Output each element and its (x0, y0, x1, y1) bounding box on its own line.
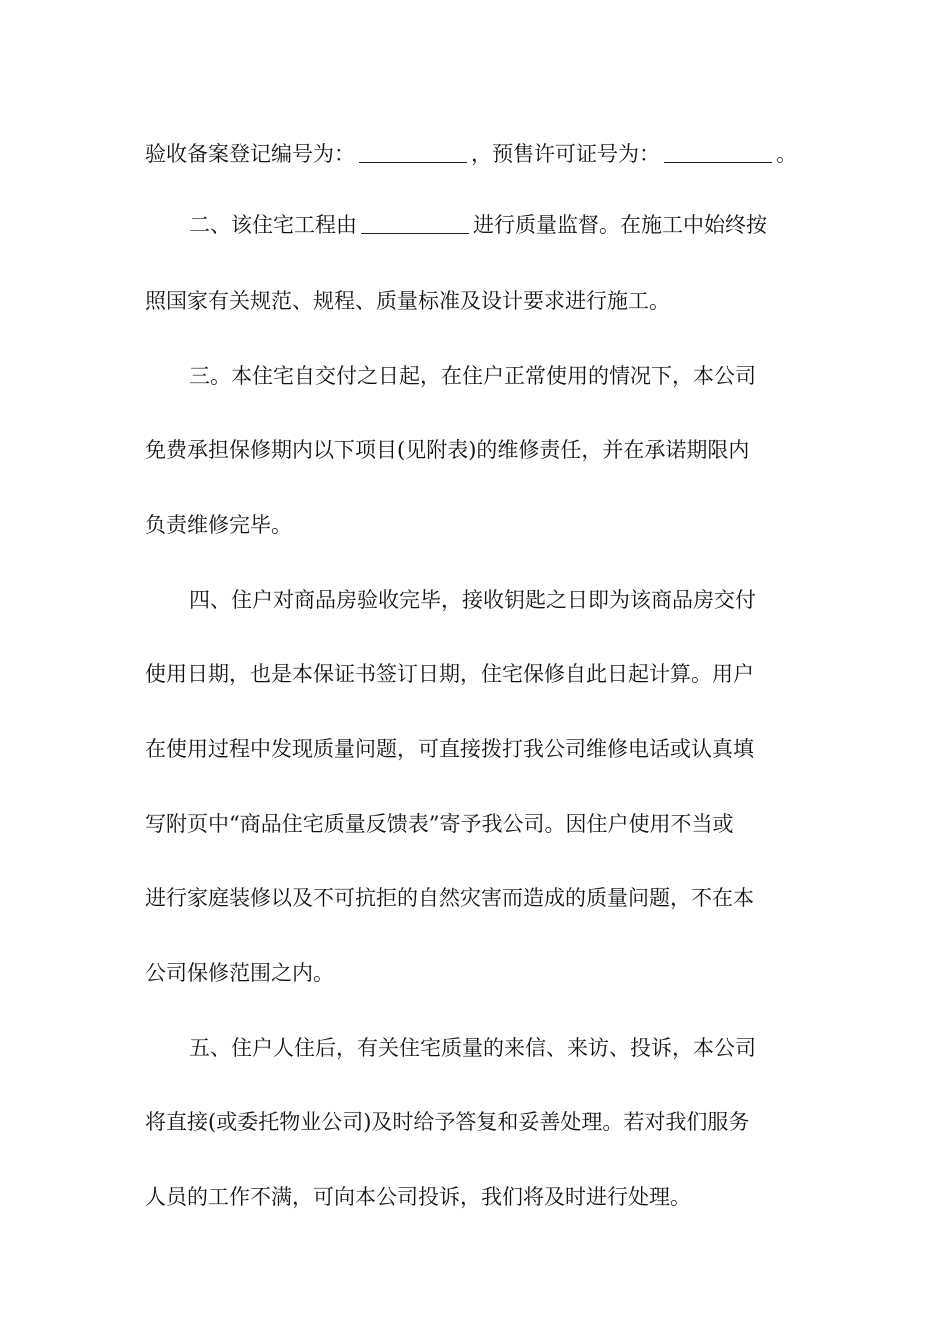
para5-line2: 将直接(或委托物业公司)及时给予答复和妥善处理。若对我们服务 (145, 1110, 750, 1134)
presale-number-blank (664, 140, 772, 163)
para2-suffix: 进行质量监督。在施工中始终按 (473, 213, 767, 237)
para4-line3: 在使用过程中发现质量问题，可直接拨打我公司维修电话或认真填 (145, 737, 754, 761)
registration-label: 验收备案登记编号为： (145, 142, 355, 166)
para4-line5: 进行家庭装修以及不可抗拒的自然灾害而造成的质量问题，不在本 (145, 886, 754, 910)
para5-line3: 人员的工作不满，可向本公司投诉，我们将及时进行处理。 (145, 1185, 691, 1209)
para2-line1 (145, 205, 854, 245)
presale-label: ，预售许可证号为： (471, 142, 660, 166)
para4-line6: 公司保修范围之内。 (145, 961, 334, 985)
para3-line1: 三。本住宅自交付之日起，在住户正常使用的情况下，本公司 (189, 364, 756, 388)
para2-line2: 照国家有关规范、规程、质量标准及设计要求进行施工。 (145, 289, 670, 313)
para4-line1: 四、住户对商品房验收完毕，接收钥匙之日即为该商品房交付 (189, 588, 756, 612)
para3-line3: 负责维修完毕。 (145, 513, 292, 537)
para5-line1: 五、住户人住后，有关住宅质量的来信、来访、投诉，本公司 (189, 1036, 756, 1060)
line-end-period: 。 (776, 142, 797, 166)
registration-line (145, 134, 810, 174)
para4-line2: 使用日期，也是本保证书签订日期，住宅保修自此日起计算。用户 (145, 662, 754, 686)
para2-prefix: 二、该住宅工程由 (189, 213, 357, 237)
para3-line2: 免费承担保修期内以下项目(见附表)的维修责任，并在承诺期限内 (145, 438, 750, 462)
supervisor-blank (361, 211, 469, 234)
para4-line4: 写附页中“商品住宅质量反馈表”寄予我公司。因住户使用不当或 (145, 812, 734, 836)
registration-number-blank (359, 140, 467, 163)
